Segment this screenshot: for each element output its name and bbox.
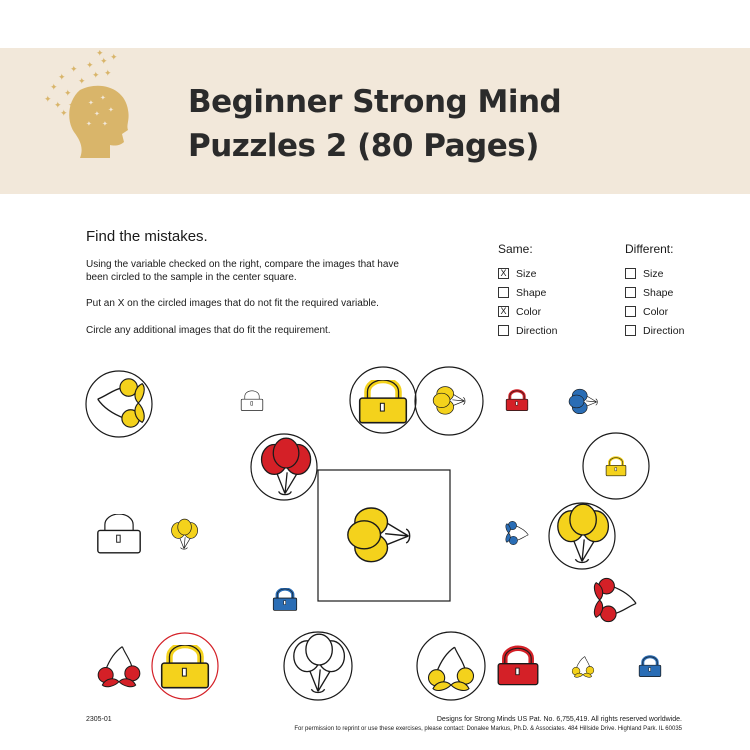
lock-icon [498, 648, 538, 684]
title-line-2: Puzzles 2 (80 Pages) [188, 128, 539, 164]
lock-icon [241, 391, 263, 411]
balloons-icon [569, 389, 597, 414]
svg-text:✦: ✦ [92, 71, 100, 81]
page-title [188, 80, 561, 168]
instructions-heading: Find the mistakes. [86, 228, 208, 245]
different-direction-option[interactable]: Direction [625, 324, 684, 338]
cherries-icon [506, 521, 528, 544]
svg-text:✦: ✦ [54, 101, 62, 111]
svg-text:✦: ✦ [104, 69, 112, 79]
lock-icon [98, 514, 140, 553]
title-line-1: Beginner Strong Mind [188, 84, 562, 120]
checkbox[interactable]: X [498, 268, 509, 279]
cherries-icon [429, 647, 474, 690]
yellow-cherries-icon [98, 379, 144, 427]
same-color-option[interactable]: X Color [498, 305, 541, 319]
brain-stars-head-icon [40, 50, 140, 160]
patent-notice: Designs for Strong Minds US Pat. No. 6,755,419. All rights reserved worldwide. [436, 716, 682, 723]
svg-text:✦: ✦ [68, 101, 76, 111]
checkbox[interactable] [498, 287, 509, 298]
svg-text:✦: ✦ [102, 121, 108, 128]
lock-icon [506, 391, 528, 411]
svg-text:✦: ✦ [110, 53, 118, 63]
permission-notice: For permission to reprint or use these exercises, please contact: Donalee Markus, Ph.D. & Associates. 484 Hillside Drive. Highland Park. IL 60035 [294, 726, 682, 732]
same-direction-option[interactable]: Direction [498, 324, 557, 338]
svg-text:✦: ✦ [70, 65, 78, 75]
sample-balloons-icon [348, 508, 410, 562]
checkbox[interactable] [498, 325, 509, 336]
balloons-icon [172, 519, 198, 549]
svg-text:✦: ✦ [108, 107, 114, 114]
instruction-paragraph-2: Put an X on the circled images that do not fit the required variable. [86, 298, 379, 309]
svg-text:✦: ✦ [64, 89, 72, 99]
lock-icon [360, 380, 407, 423]
lock-icon [162, 645, 209, 688]
cherries-icon [98, 647, 140, 687]
balloons-icon [433, 387, 465, 415]
different-label: Different: [625, 242, 674, 256]
puzzle-area [0, 355, 750, 715]
svg-text:✦: ✦ [50, 83, 58, 93]
lock-icon [606, 458, 626, 476]
balloons-icon [294, 634, 345, 692]
instruction-paragraph-3: Circle any additional images that do fit the requirement. [86, 325, 331, 336]
same-label: Same: [498, 242, 533, 256]
svg-text:✦: ✦ [100, 95, 106, 102]
checkbox[interactable] [625, 325, 636, 336]
different-shape-option[interactable]: Shape [625, 286, 673, 300]
checkbox[interactable] [625, 306, 636, 317]
checkbox[interactable] [625, 268, 636, 279]
different-size-option[interactable]: Size [625, 267, 663, 281]
same-size-option[interactable]: X Size [498, 267, 536, 281]
checkbox[interactable]: X [498, 306, 509, 317]
lock-icon [639, 657, 661, 677]
balloons-icon [558, 504, 609, 562]
svg-text:✦: ✦ [86, 121, 92, 128]
svg-text:✦: ✦ [86, 61, 94, 71]
checkbox[interactable] [625, 287, 636, 298]
same-shape-option[interactable]: Shape [498, 286, 546, 300]
svg-text:✦: ✦ [60, 109, 68, 119]
svg-text:✦: ✦ [78, 77, 86, 87]
lock-icon [273, 589, 296, 610]
page-code: 2305-01 [86, 716, 112, 723]
svg-text:✦: ✦ [88, 100, 94, 107]
cherries-icon [594, 578, 636, 621]
svg-text:✦: ✦ [58, 73, 66, 83]
svg-text:✦: ✦ [94, 111, 100, 118]
different-color-option[interactable]: Color [625, 305, 668, 319]
cherries-icon [572, 656, 594, 677]
instruction-paragraph-1: Using the variable checked on the right, compare the images that have been circled to the sample in the center square. [86, 259, 399, 283]
balloons-icon [262, 438, 311, 495]
svg-text:✦: ✦ [96, 50, 104, 59]
svg-text:✦: ✦ [44, 95, 52, 105]
svg-text:✦: ✦ [100, 57, 108, 67]
